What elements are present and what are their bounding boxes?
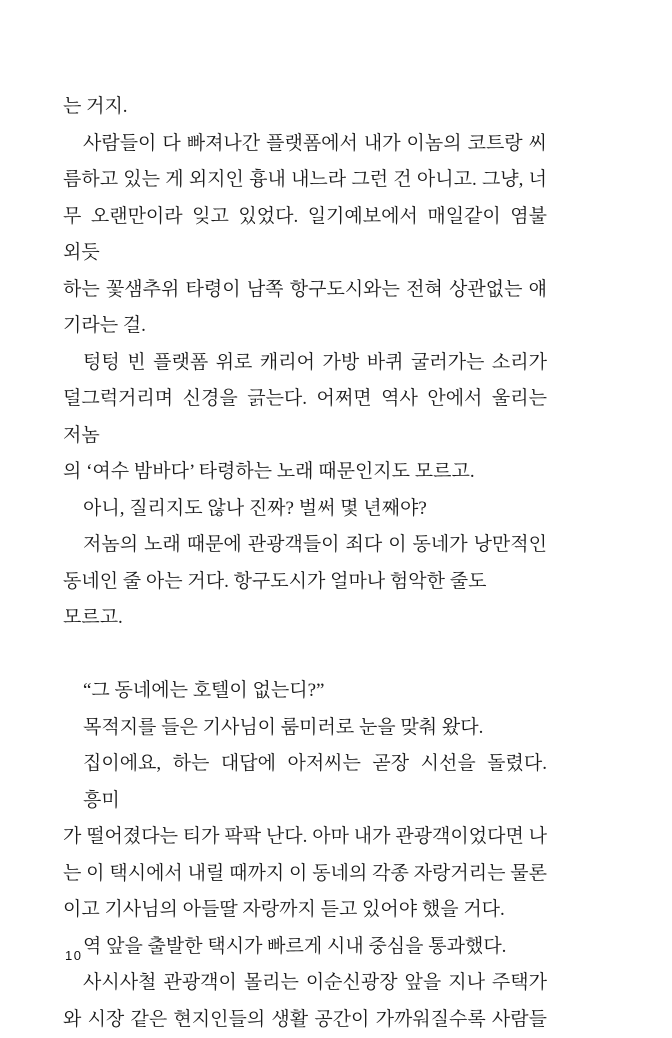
page-number: 10 (65, 948, 82, 963)
text-line: 사람들이 다 빠져나간 플랫폼에서 내가 이놈의 코트랑 씨 (63, 126, 547, 163)
text-line: 저놈의 노래 때문에 관광객들이 죄다 이 동네가 낭만적인 (63, 527, 547, 564)
text-line: 목적지를 들은 기사님이 룸미러로 눈을 맞춰 왔다. (63, 710, 547, 747)
text-line: 하는 꽃샘추위 타령이 남쪽 항구도시와는 전혀 상관없는 얘 (63, 272, 547, 309)
text-line (63, 637, 547, 674)
text-line: 집이에요, 하는 대답에 아저씨는 곧장 시선을 돌렸다. 흥미 (63, 746, 547, 819)
text-line: 는 거지. (63, 89, 547, 126)
text-line: 의 ‘여수 밤바다’ 타령하는 노래 때문인지도 모르고. (63, 454, 547, 491)
text-line: 와 시장 같은 현지인들의 생활 공간이 가까워질수록 사람들 (63, 1002, 547, 1038)
text-line: 무 오랜만이라 잊고 있었다. 일기예보에서 매일같이 염불 외듯 (63, 199, 547, 272)
text-line: 름하고 있는 게 외지인 흉내 내느라 그런 건 아니고. 그냥, 너 (63, 162, 547, 199)
text-line: 역 앞을 출발한 택시가 빠르게 시내 중심을 통과했다. (63, 929, 547, 966)
text-line: 텅텅 빈 플랫폼 위로 캐리어 가방 바퀴 굴러가는 소리가 (63, 345, 547, 382)
text-line: 덜그럭거리며 신경을 긁는다. 어쩌면 역사 안에서 울리는 저놈 (63, 381, 547, 454)
text-line: 기라는 걸. (63, 308, 547, 345)
text-line: 사시사철 관광객이 몰리는 이순신광장 앞을 지나 주택가 (63, 965, 547, 1002)
text-line: “그 동네에는 호텔이 없는디?” (63, 673, 547, 710)
text-line: 이고 기사님의 아들딸 자랑까지 듣고 있어야 했을 거다. (63, 892, 547, 929)
text-line: 동네인 줄 아는 거다. 항구도시가 얼마나 험악한 줄도 모르고. (63, 564, 547, 637)
text-line: 아니, 질리지도 않나 진짜? 벌써 몇 년째야? (63, 491, 547, 528)
page-text (63, 89, 547, 1038)
text-line: 가 떨어졌다는 티가 팍팍 난다. 아마 내가 관광객이었다면 나 (63, 819, 547, 856)
text-line: 는 이 택시에서 내릴 때까지 이 동네의 각종 자랑거리는 물론 (63, 856, 547, 893)
